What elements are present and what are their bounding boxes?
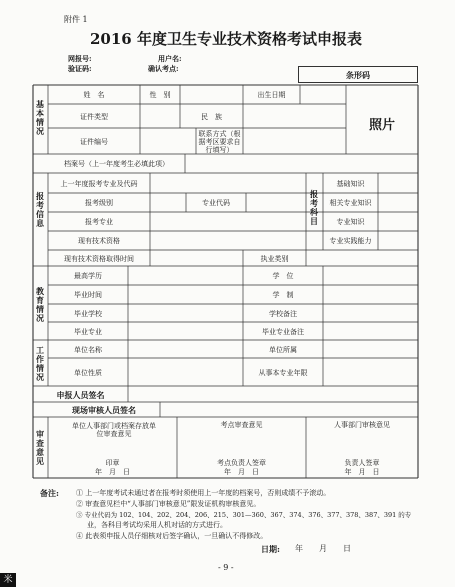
note-item-4: ④ 此表须申报人员仔细核对后签字确认，一旦确认不得修改。: [76, 532, 268, 540]
graduate-school-label: 毕业学校: [74, 309, 102, 318]
id-type-label: 证件类型: [80, 112, 108, 121]
note-item-2: ② 审查意见栏中“人事部门审核意见”限发证机构审核意见。: [76, 500, 261, 508]
degree-label: 学 位: [272, 272, 294, 280]
archive-no-label: 档案号（上一年度考生必填此项）: [64, 160, 169, 168]
reg-no-label: 网报号:: [68, 54, 92, 63]
notes-label: 备注:: [40, 488, 59, 498]
current-title-label: 现有技术资格: [78, 237, 120, 245]
id-number-label: 证件编号: [80, 137, 108, 146]
section-work: 工作情况: [36, 345, 44, 382]
section-education: 教育情况: [36, 286, 44, 323]
study-length-label: 学 制: [272, 291, 294, 299]
corner-badge: 米: [0, 573, 16, 587]
note-item-1: ① 上一年度考试未通过者在报考时须使用上一年度的档案号，否则成绩不予滚动。: [76, 489, 331, 497]
subject-basic-knowledge: 基础知识: [336, 179, 365, 188]
unit-review-opinion-label: 单位人事部门或档案存放单位审查意见: [72, 422, 156, 438]
section-exam-subjects: 报考科目: [310, 189, 318, 226]
hr-review-opinion-label: 人事部门审核意见: [334, 421, 390, 429]
photo-placeholder: 照片: [368, 118, 395, 133]
section-basic-info: 基本情况: [36, 99, 44, 136]
work-years-label: 从事本专业年限: [258, 368, 308, 377]
applicant-signature-label: 申报人员签名: [56, 389, 105, 400]
unit-nature-label: 单位性质: [74, 368, 102, 377]
page-number: - 9 -: [218, 563, 234, 572]
seal-label: 印章: [105, 458, 120, 467]
graduate-major-label: 毕业专业: [74, 327, 102, 336]
level-label: 报考级别: [85, 199, 113, 207]
last-year-major-label: 上一年度报考专业及代码: [60, 179, 138, 188]
name-label: 姓 名: [83, 91, 105, 99]
barcode-label: 条形码: [346, 69, 370, 80]
site-review-opinion-label: 考点审查意见: [220, 421, 263, 429]
notes-date-label: 日期:: [261, 544, 280, 554]
major-label: 报考专业: [85, 218, 113, 226]
graduation-time-label: 毕业时间: [74, 291, 102, 299]
notes-date-value: 年 月 日: [295, 544, 351, 553]
birth-date-label: 出生日期: [257, 91, 286, 99]
unit-affiliation-label: 单位所属: [269, 345, 297, 354]
onsite-reviewer-signature-label: 现场审核人员签名: [72, 405, 136, 415]
unit-name-label: 单位名称: [74, 345, 102, 354]
leader-signature-label: 负责人签章: [344, 458, 380, 467]
page-title: 2016 年度卫生专业技术资格考试申报表: [90, 30, 362, 48]
subject-practice-ability: 专业实践能力: [329, 237, 372, 245]
major-code-label: 专业代码: [202, 199, 230, 207]
code-label: 验证码:: [68, 64, 92, 73]
note-item-3: ③ 专业代码为 102、104、202、204、206、215、301—360、367、374、376、377、378、387、391 的专: [76, 511, 412, 519]
section-exam-info: 报考信息: [36, 191, 44, 228]
subject-professional-knowledge: 专业知识: [336, 218, 365, 226]
confirm-site-label: 确认考点:: [148, 64, 179, 73]
username-label: 用户名:: [158, 54, 182, 63]
site-review-date: 年 月 日: [224, 467, 259, 476]
section-review: 审查意见: [36, 429, 44, 466]
attachment-label: 附件 1: [64, 15, 88, 24]
contact-label: 联系方式（根据考区要求自行填写）: [198, 129, 241, 154]
school-note-label: 学校备注: [269, 309, 297, 318]
highest-education-label: 最高学历: [74, 272, 102, 280]
practice-category-label: 执业类别: [260, 254, 289, 263]
gender-label: 性 别: [149, 91, 171, 99]
note-item-3-cont: 业，各科目考试均采用人机对话的方式进行。: [87, 521, 227, 529]
site-leader-signature-label: 考点负责人签章: [217, 458, 266, 467]
graduate-major-note-label: 毕业专业备注: [262, 327, 304, 336]
ethnicity-label: 民 族: [201, 112, 222, 121]
subject-related-knowledge: 相关专业知识: [329, 199, 372, 207]
unit-review-date: 年 月 日: [95, 467, 130, 476]
hr-review-date: 年 月 日: [344, 467, 380, 476]
current-title-date-label: 现有技术资格取得时间: [64, 254, 134, 263]
